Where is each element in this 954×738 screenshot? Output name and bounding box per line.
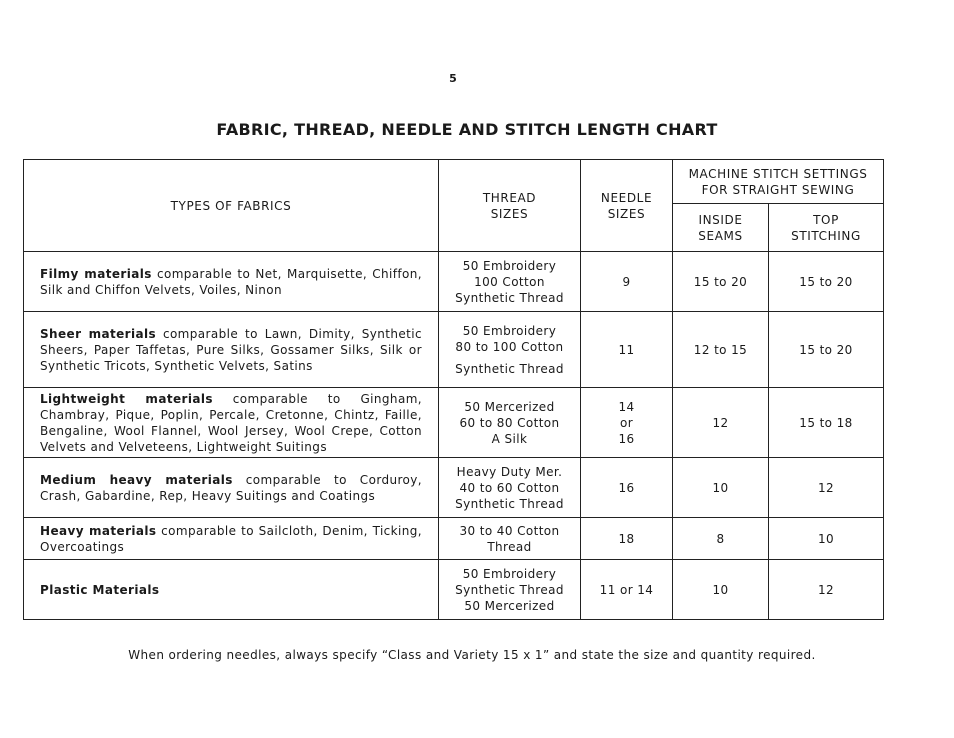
page-number: 5 (449, 72, 457, 85)
inside-seams-cell: 15 to 20 (673, 252, 769, 312)
thread-cell: 50 Mercerized 60 to 80 Cotton A Silk (439, 388, 581, 458)
fabric-name: Sheer materials (40, 326, 157, 341)
fabric-desc: comparable to Corduroy, Crash, Gabardine, Rep, Heavy Suitings and Coatings (40, 472, 422, 503)
table-row (24, 388, 884, 458)
fabric-name: Medium heavy materials (40, 472, 233, 487)
fabric-name: Filmy materials (40, 266, 152, 281)
thread-cell: Heavy Duty Mer. 40 to 60 Cotton Synthetic Thread (439, 458, 581, 518)
header-top-stitching: TOP STITCHING (769, 204, 884, 252)
header-machine-settings: MACHINE STITCH SETTINGS FOR STRAIGHT SEWING (673, 160, 884, 204)
inside-seams-cell: 12 to 15 (673, 312, 769, 388)
fabric-cell (24, 518, 439, 560)
top-stitching-cell: 12 (769, 560, 884, 620)
header-needle: NEEDLE SIZES (581, 160, 673, 252)
header-inside-seams: INSIDE SEAMS (673, 204, 769, 252)
fabric-desc: comparable to Gingham, Chambray, Pique, Poplin, Percale, Cretonne, Chintz, Faille, Bengaline, Wool Flannel, Wool Jersey, Wool Crepe, Cotton Velvets and Velveteens, Lightweight Suitings (40, 391, 422, 454)
top-stitching-cell: 10 (769, 518, 884, 560)
thread-cell: 50 Embroidery 100 Cotton Synthetic Thread (439, 252, 581, 312)
table-row (24, 458, 884, 518)
needle-cell: 16 (581, 458, 673, 518)
fabric-name: Heavy materials (40, 523, 157, 538)
needle-cell: 18 (581, 518, 673, 560)
fabric-name: Lightweight materials (40, 391, 213, 406)
fabric-cell (24, 252, 439, 312)
header-thread: THREAD SIZES (439, 160, 581, 252)
fabric-desc: comparable to Sailcloth, Denim, Ticking, Overcoatings (40, 523, 422, 554)
needle-cell: 11 or 14 (581, 560, 673, 620)
needle-cell: 14 or 16 (581, 388, 673, 458)
fabric-name: Plastic Materials (40, 582, 160, 597)
thread-cell: 50 Embroidery Synthetic Thread 50 Mercerized (439, 560, 581, 620)
table-row (24, 518, 884, 560)
fabric-cell (24, 458, 439, 518)
top-stitching-cell: 15 to 20 (769, 252, 884, 312)
inside-seams-cell: 8 (673, 518, 769, 560)
fabric-cell (24, 312, 439, 388)
table-row (24, 560, 884, 620)
needle-cell: 9 (581, 252, 673, 312)
inside-seams-cell: 12 (673, 388, 769, 458)
thread-cell: 30 to 40 Cotton Thread (439, 518, 581, 560)
fabric-cell (24, 560, 439, 620)
ordering-note: When ordering needles, always specify “Class and Variety 15 x 1” and state the size and quantity required. (128, 648, 816, 662)
thread-cell: 50 Embroidery 80 to 100 Cotton Synthetic Thread (439, 312, 581, 388)
fabric-desc: comparable to Net, Marquisette, Chiffon, Silk and Chiffon Velvets, Voiles, Ninon (40, 266, 422, 297)
top-stitching-cell: 15 to 20 (769, 312, 884, 388)
fabric-cell (24, 388, 439, 458)
needle-cell: 11 (581, 312, 673, 388)
top-stitching-cell: 12 (769, 458, 884, 518)
table-row (24, 252, 884, 312)
fabric-desc: comparable to Lawn, Dimity, Synthetic Sheers, Paper Taffetas, Pure Silks, Gossamer Silks, Silk or Synthetic Tricots, Synthetic Velvets, Satins (40, 326, 423, 373)
table-row (24, 312, 884, 388)
fabric-chart-table (23, 159, 884, 620)
page-title: FABRIC, THREAD, NEEDLE AND STITCH LENGTH CHART (216, 120, 718, 139)
top-stitching-cell: 15 to 18 (769, 388, 884, 458)
inside-seams-cell: 10 (673, 560, 769, 620)
header-fabrics: TYPES OF FABRICS (24, 160, 439, 252)
inside-seams-cell: 10 (673, 458, 769, 518)
